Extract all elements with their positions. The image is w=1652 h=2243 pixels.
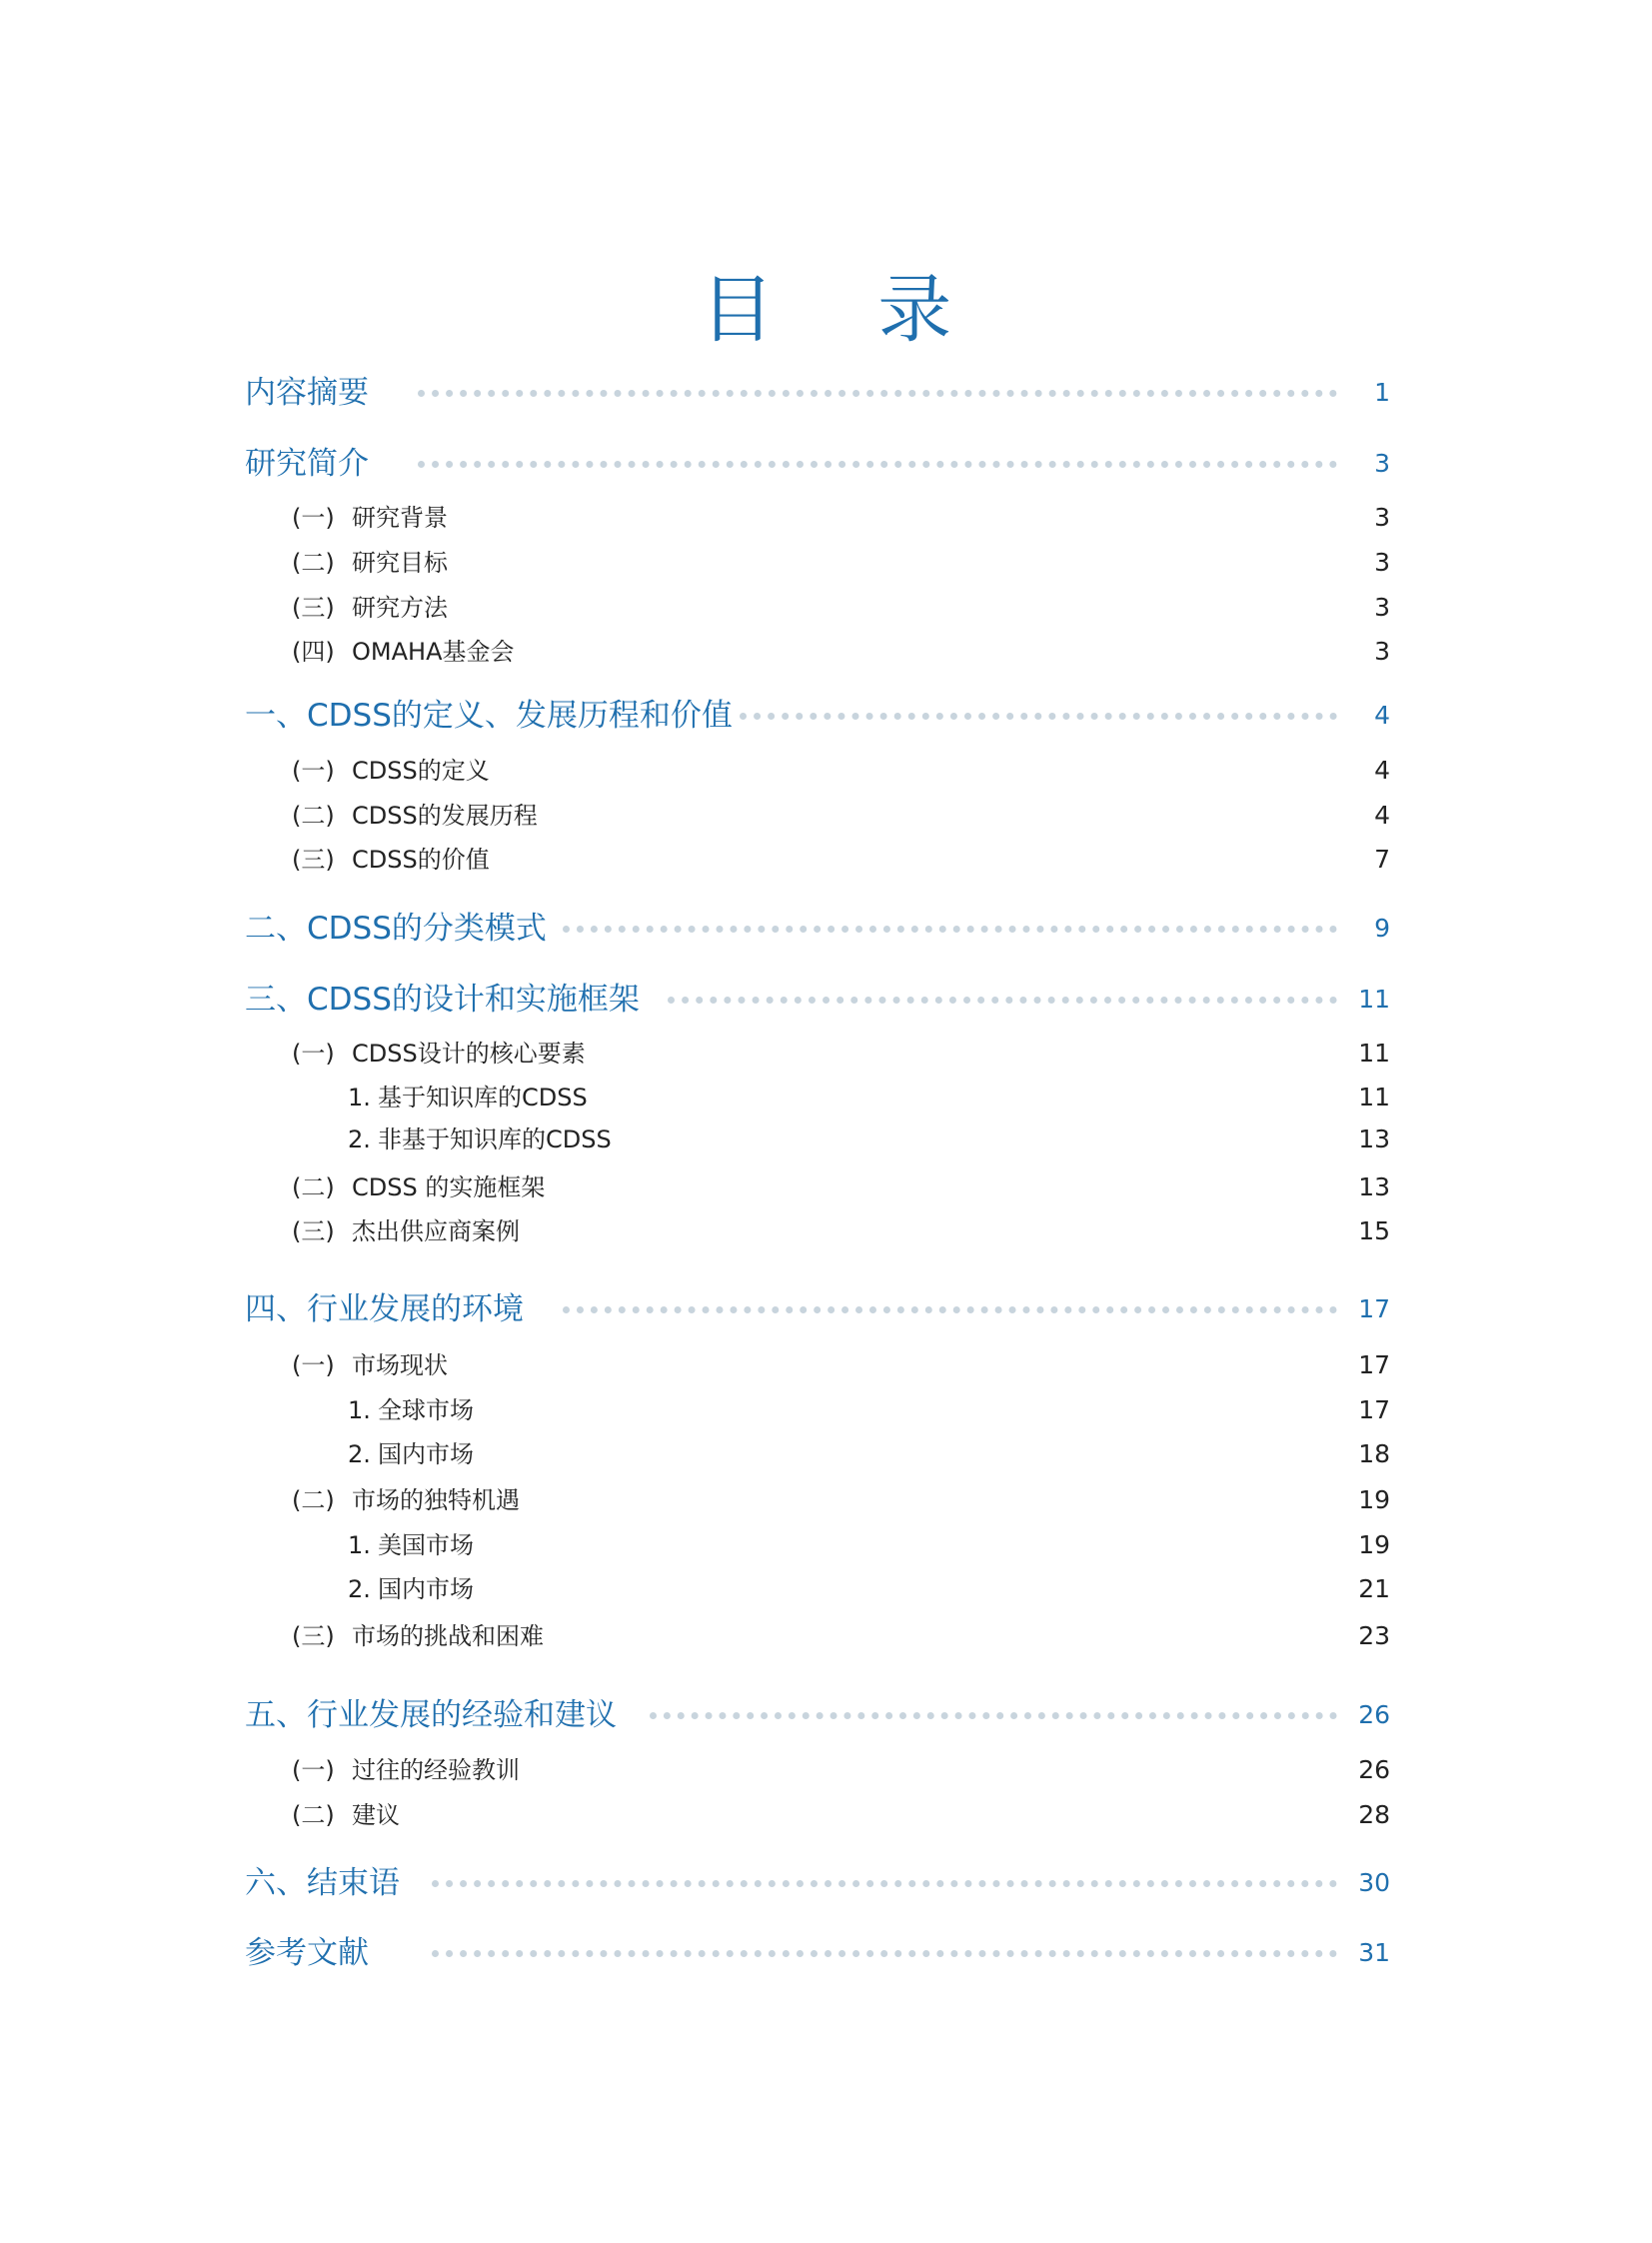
toc-page-number: 28 (1358, 1800, 1390, 1829)
toc-entry-text: 市场的挑战和困难 (352, 1622, 544, 1650)
toc-page-number: 3 (1374, 548, 1390, 577)
toc-page-number: 19 (1358, 1530, 1390, 1559)
toc-section-entry[interactable] (0, 632, 1652, 672)
toc-subsection-entry[interactable] (0, 1078, 1652, 1118)
toc-chapter-entry[interactable] (0, 444, 1652, 484)
toc-entry-number: (二) (292, 1173, 335, 1201)
toc-page-number: 19 (1358, 1485, 1390, 1514)
toc-section-entry[interactable] (0, 1211, 1652, 1251)
toc-entry-text: 杰出供应商案例 (352, 1217, 520, 1245)
toc-section-entry[interactable] (0, 1167, 1652, 1207)
toc-subsection-entry[interactable] (0, 1390, 1652, 1430)
toc-entry-text: CDSS的发展历程 (352, 802, 538, 830)
toc-section-entry[interactable] (0, 840, 1652, 880)
toc-entry-number: (四) (292, 638, 335, 666)
toc-entry-text: 六、结束语 (245, 1865, 400, 1901)
toc-page-number: 4 (1374, 801, 1390, 830)
toc-entry-number: (三) (292, 1622, 335, 1650)
toc-entry-text: 国内市场 (378, 1440, 474, 1468)
toc-entry-label (245, 696, 733, 736)
toc-page-number: 30 (1358, 1868, 1390, 1897)
toc-entry-number: (一) (292, 1351, 335, 1379)
toc-entry-number: 1. (348, 1396, 371, 1424)
toc-chapter-entry[interactable] (0, 1695, 1652, 1735)
toc-section-entry[interactable] (0, 796, 1652, 836)
toc-page-number: 11 (1358, 985, 1390, 1014)
toc-entry-text: 参考文献 (245, 1935, 369, 1971)
toc-entry-text: 市场的独特机遇 (352, 1486, 520, 1514)
toc-chapter-entry[interactable] (0, 980, 1652, 1020)
toc-entry-label (348, 1569, 474, 1609)
toc-entry-label (292, 1616, 544, 1656)
toc-entry-text: 市场现状 (352, 1351, 448, 1379)
toc-page-number: 31 (1358, 1938, 1390, 1967)
toc-entry-number: (三) (292, 846, 335, 874)
toc-page-number: 11 (1358, 1083, 1390, 1112)
toc-page-number: 17 (1358, 1294, 1390, 1323)
toc-subsection-entry[interactable] (0, 1120, 1652, 1159)
toc-entry-label (245, 1933, 369, 1973)
toc-entry-label (292, 751, 490, 791)
toc-leader-dots (418, 461, 1337, 468)
toc-page-number: 13 (1358, 1172, 1390, 1201)
toc-page-number: 13 (1358, 1124, 1390, 1153)
toc-entry-text: 五、行业发展的经验和建议 (245, 1697, 617, 1733)
toc-page-number: 17 (1358, 1395, 1390, 1424)
toc-leader-dots (740, 713, 1337, 720)
toc-entry-number: (一) (292, 1040, 335, 1068)
toc-entry-label (245, 1695, 617, 1735)
toc-page-number: 23 (1358, 1621, 1390, 1650)
toc-section-entry[interactable] (0, 588, 1652, 628)
toc-entry-label (245, 909, 547, 949)
toc-section-entry[interactable] (0, 1480, 1652, 1520)
toc-page-number: 7 (1374, 845, 1390, 874)
toc-entry-text: CDSS的定义 (352, 757, 490, 785)
toc-entry-text: 研究目标 (352, 549, 448, 577)
toc-entry-number: (一) (292, 1756, 335, 1784)
toc-entry-text: 国内市场 (378, 1575, 474, 1603)
toc-entry-label (292, 1211, 520, 1251)
toc-leader-dots (432, 1950, 1337, 1957)
toc-chapter-entry[interactable] (0, 1863, 1652, 1903)
toc-entry-text: OMAHA基金会 (352, 638, 515, 666)
toc-section-entry[interactable] (0, 543, 1652, 583)
toc-entry-label (245, 373, 369, 413)
toc-entry-label (348, 1390, 474, 1430)
toc-section-entry[interactable] (0, 1345, 1652, 1385)
toc-chapter-entry[interactable] (0, 1933, 1652, 1973)
toc-page-number: 4 (1374, 701, 1390, 730)
toc-chapter-entry[interactable] (0, 373, 1652, 413)
toc-page-number: 3 (1374, 449, 1390, 478)
toc-leader-dots (563, 926, 1337, 933)
toc-leader-dots (668, 997, 1337, 1004)
toc-entry-label (292, 1480, 520, 1520)
toc-entry-text: 一、CDSS的定义、发展历程和价值 (245, 698, 733, 734)
toc-entry-label (292, 1167, 545, 1207)
toc-page-number: 3 (1374, 637, 1390, 666)
toc-page-number: 9 (1374, 914, 1390, 943)
toc-entry-text: 研究背景 (352, 504, 448, 532)
toc-entry-text: 基于知识库的CDSS (378, 1084, 588, 1112)
toc-entry-label (245, 980, 640, 1020)
toc-entry-text: 研究方法 (352, 594, 448, 622)
toc-page-number: 11 (1358, 1039, 1390, 1068)
toc-entry-text: CDSS的价值 (352, 846, 490, 874)
toc-title: 目 录 (700, 266, 992, 353)
toc-page-number: 3 (1374, 593, 1390, 622)
toc-entry-text: 过往的经验教训 (352, 1756, 520, 1784)
toc-entry-label (292, 588, 448, 628)
toc-entry-number: 1. (348, 1084, 371, 1112)
toc-section-entry[interactable] (0, 498, 1652, 538)
toc-entry-number: (三) (292, 1217, 335, 1245)
toc-entry-text: CDSS设计的核心要素 (352, 1040, 586, 1068)
toc-page-number: 4 (1374, 756, 1390, 785)
toc-section-entry[interactable] (0, 1750, 1652, 1790)
toc-entry-label (348, 1120, 612, 1159)
toc-page-number: 3 (1374, 503, 1390, 532)
toc-page-number: 17 (1358, 1350, 1390, 1379)
toc-entry-label (292, 1795, 400, 1835)
toc-subsection-entry[interactable] (0, 1434, 1652, 1474)
toc-entry-label (292, 1345, 448, 1385)
toc-entry-label (292, 1034, 586, 1074)
toc-leader-dots (432, 1880, 1337, 1887)
toc-leader-dots (563, 1306, 1337, 1313)
toc-page-number: 1 (1374, 378, 1390, 407)
toc-page-number: 18 (1358, 1439, 1390, 1468)
toc-entry-number: (二) (292, 802, 335, 830)
toc-chapter-entry[interactable] (0, 909, 1652, 949)
toc-entry-label (292, 498, 448, 538)
toc-entry-text: 内容摘要 (245, 375, 369, 411)
toc-entry-number: 2. (348, 1440, 371, 1468)
toc-entry-number: 2. (348, 1125, 371, 1153)
toc-entry-label (348, 1434, 474, 1474)
toc-entry-label (348, 1078, 588, 1118)
toc-entry-number: (一) (292, 757, 335, 785)
toc-leader-dots (650, 1712, 1337, 1719)
toc-entry-text: 三、CDSS的设计和实施框架 (245, 982, 640, 1018)
toc-section-entry[interactable] (0, 751, 1652, 791)
toc-page-number: 26 (1358, 1700, 1390, 1729)
toc-entry-text: CDSS 的实施框架 (352, 1173, 546, 1201)
toc-entry-text: 二、CDSS的分类模式 (245, 911, 547, 947)
toc-entry-text: 全球市场 (378, 1396, 474, 1424)
toc-entry-text: 美国市场 (378, 1531, 474, 1559)
toc-page-number: 26 (1358, 1755, 1390, 1784)
toc-entry-label (292, 543, 448, 583)
toc-entry-text: 建议 (352, 1801, 400, 1829)
toc-page-number: 21 (1358, 1574, 1390, 1603)
toc-entry-number: (一) (292, 504, 335, 532)
toc-subsection-entry[interactable] (0, 1525, 1652, 1565)
toc-entry-number: (二) (292, 549, 335, 577)
toc-chapter-entry[interactable] (0, 1289, 1652, 1329)
toc-entry-label (292, 796, 538, 836)
toc-chapter-entry[interactable] (0, 696, 1652, 736)
toc-entry-text: 非基于知识库的CDSS (378, 1125, 612, 1153)
toc-entry-number: (二) (292, 1486, 335, 1514)
toc-entry-label (292, 840, 490, 880)
toc-entry-label (245, 1289, 524, 1329)
toc-entry-text: 研究简介 (245, 446, 369, 482)
toc-entry-number: 1. (348, 1531, 371, 1559)
toc-entry-number: (二) (292, 1801, 335, 1829)
toc-entry-label (292, 632, 514, 672)
toc-entry-number: (三) (292, 594, 335, 622)
toc-leader-dots (418, 390, 1337, 397)
toc-entry-label (348, 1525, 474, 1565)
toc-page-number: 15 (1358, 1216, 1390, 1245)
toc-entry-label (245, 1863, 400, 1903)
toc-entry-text: 四、行业发展的环境 (245, 1291, 524, 1327)
toc-subsection-entry[interactable] (0, 1569, 1652, 1609)
toc-section-entry[interactable] (0, 1034, 1652, 1074)
toc-section-entry[interactable] (0, 1795, 1652, 1835)
toc-section-entry[interactable] (0, 1616, 1652, 1656)
toc-entry-label (292, 1750, 520, 1790)
toc-entry-label (245, 444, 369, 484)
toc-entry-number: 2. (348, 1575, 371, 1603)
